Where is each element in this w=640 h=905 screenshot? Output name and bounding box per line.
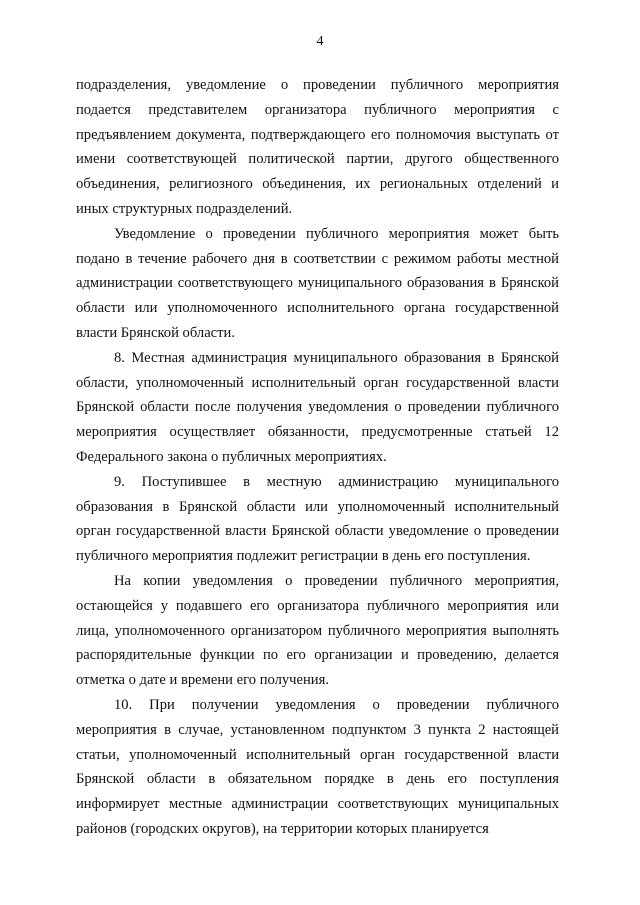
document-body <box>76 73 559 842</box>
paragraph-continuation: подразделения, уведомление о проведении публичного мероприятия подается представителем организатора публичного мероприятия с предъявлением документа, подтверждающего его полномочия выступать от имени соответствующей политической партии, другого общественного объединения, религиозного объединения, их региональных отделений и иных структурных подразделений. <box>76 77 559 217</box>
paragraph-item-9: 9. Поступившее в местную администрацию муниципального образования в Брянской области или уполномоченный исполнительный орган государственной власти Брянской области уведомление о проведении публичного мероприятия подлежит регистрации в день его поступления. <box>76 473 559 565</box>
paragraph-item-8: 8. Местная администрация муниципального образования в Брянской области, уполномоченный исполнительный орган государственной власти Брянской области после получения уведомления о проведении публичного мероприятия осуществляет обязанности, предусмотренные статьей 12 Федерального закона о публичных мероприятиях. <box>76 349 559 465</box>
page-number: 4 <box>316 34 324 49</box>
paragraph-copy-mark: На копии уведомления о проведении публичного мероприятия, остающейся у подавшего его организатора публичного мероприятия или лица, уполномоченного организатором публичного мероприятия выполнять распорядительные функции по его организации и проведению, делается отметка о дате и времени его получения. <box>76 572 559 689</box>
paragraph-notice-submission: Уведомление о проведении публичного мероприятия может быть подано в течение рабочего дня в соответствии с режимом работы местной администрации соответствующего муниципального образования в Брянской области или уполномоченного исполнительного органа государственной власти Брянской области. <box>76 225 559 341</box>
paragraph-item-10: 10. При получении уведомления о проведении публичного мероприятия в случае, установленном подпунктом 3 пункта 2 настоящей статьи, уполномоченный исполнительный орган государственной власти Брянской области в обязательном порядке в день его поступления информирует местные администрации соответствующих муниципальных районов (городских округов), на территории которых планируется <box>76 696 559 837</box>
